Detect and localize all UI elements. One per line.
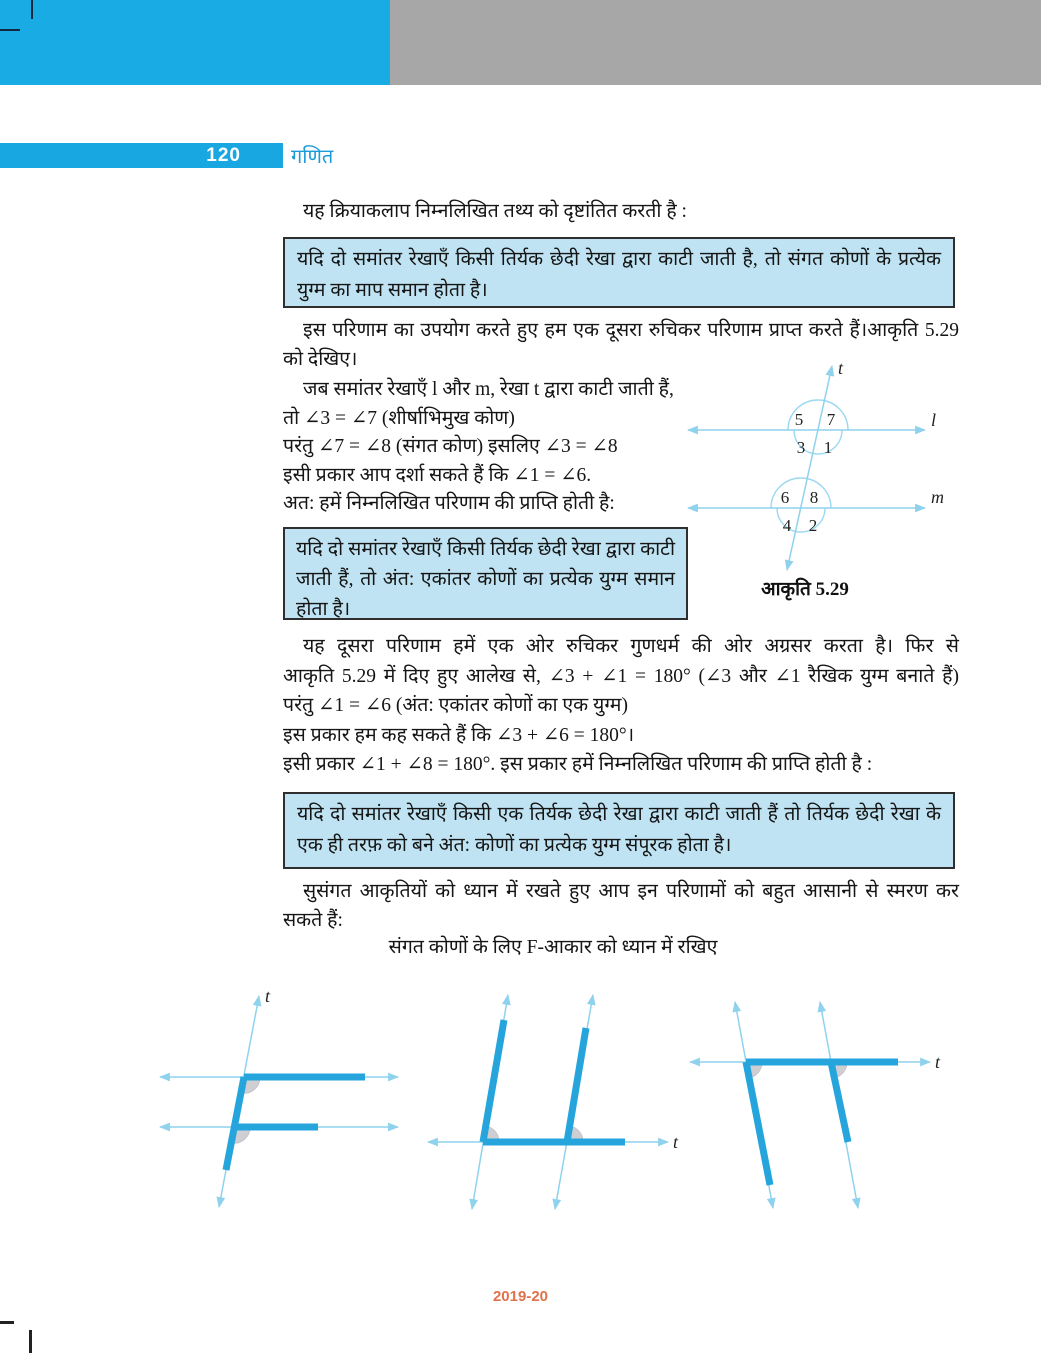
f-stroke-left-arm [483,1020,504,1142]
label-t: t [838,360,844,378]
page-number: 120 [206,144,241,166]
paragraph-line: तो ∠3 = ∠7 (शीर्षाभिमुख कोण) [283,407,515,429]
label-l: l [931,410,937,430]
paragraph-line: सकते हैं: [283,910,343,931]
crop-mark-bottom-left-horizontal [0,1321,14,1324]
paragraph-line: आकृति 5.29 में दिए हुए आलेख से, ∠3 + ∠1 = 180° (∠3 और ∠1 रैखिक युग्म बनाते हैं) [283,665,960,687]
result-box-interior-angles-supplementary: यदि दो समांतर रेखाएँ किसी एक तिर्यक छेदी रेखा द्वारा काटी जाती हैं तो तिर्यक छेदी रेखा के एक ही तरफ़ को बने अंत: कोणों का प्रत्येक युग्म संपूरक होता है। [283,792,955,869]
header-gray-band [390,0,1041,85]
f-shape-figure-left [140,980,440,1225]
f-shape-heading: संगत कोणों के लिए F-आकार को ध्यान में रखिए [388,937,718,958]
angle-8: 8 [809,488,819,507]
f-shape-figure-right [688,995,988,1215]
paragraph-derivation [283,376,693,519]
paragraph-line: परंतु ∠7 = ∠8 (संगत कोण) इसलिए ∠3 = ∠8 [283,436,618,458]
angle-2: 2 [808,516,818,535]
paragraph-line: जब समांतर रेखाएँ l और m, रेखा t द्वारा काटी जाती हैं, [303,379,674,400]
angle-5: 5 [794,410,804,429]
running-head-subject: गणित [291,146,334,168]
label-t: t [935,1052,941,1072]
crop-mark-bottom-left-vertical [29,1330,32,1353]
paragraph-line: परंतु ∠1 = ∠6 (अंत: एकांतर कोणों का एक युग्म) [283,695,628,717]
paragraph-line: यह दूसरा परिणाम हमें एक ओर रुचिकर गुणधर्म की ओर अग्रसर करता है। फिर से [303,636,959,657]
header-cyan-band [0,0,390,85]
paragraph-line: सुसंगत आकृतियों को ध्यान में रखते हुए आप इन परिणामों को बहुत आसानी से स्मरण कर [303,881,959,902]
paragraph-line: इसी प्रकार ∠1 + ∠8 = 180°. इस प्रकार हमें निम्नलिखित परिणाम की प्राप्ति होती है : [283,754,873,776]
transversal-line-t [787,366,832,570]
crop-mark-top-left-vertical [31,0,33,19]
angle-4: 4 [782,516,792,535]
paragraph-line: इस प्रकार हम कह सकते हैं कि ∠3 + ∠6 = 180°। [283,724,635,746]
crop-mark-top-left-horizontal [0,29,20,31]
result-box-alternate-angles: यदि दो समांतर रेखाएँ किसी तिर्यक छेदी रेखा द्वारा काटी जाती हैं, तो अंत: एकांतर कोणों का प्रत्येक युग्म समान होता है। [283,527,688,620]
angle-7: 7 [826,410,836,429]
paragraph-second-result [283,632,959,780]
paragraph-intro: यह क्रियाकलाप निम्नलिखित तथ्य को दृष्टांतित करती है : [303,201,687,222]
paragraph-line: अत: हमें निम्नलिखित परिणाम की प्राप्ति होती है: [283,493,615,515]
f-shape-figure-middle [420,980,710,1225]
angle-1: 1 [823,438,833,457]
paragraph-line: इसी प्रकार आप दर्शा सकते हैं कि ∠1 = ∠6. [283,464,592,486]
paragraph-line: इस परिणाम का उपयोग करते हुए हम एक दूसरा रुचिकर परिणाम प्राप्त करते हैं।आकृति 5.29 [303,320,959,341]
angle-6: 6 [780,488,790,507]
label-t: t [673,1132,679,1152]
f-stroke-left-leg [746,1062,770,1185]
f-stroke-right-arm [567,1028,586,1142]
label-t: t [265,986,271,1006]
footer-year: 2019-20 [492,1288,549,1305]
figure-5-29-parallel-lines-transversal [675,360,1005,618]
page-number-bar [0,143,283,168]
paragraph-closing [283,877,959,935]
paragraph-line: को देखिए। [283,349,358,370]
result-box-corresponding-angles: यदि दो समांतर रेखाएँ किसी तिर्यक छेदी रेखा द्वारा काटी जाती है, तो संगत कोणों के प्रत्येक युग्म का माप समान होता है। [283,237,955,308]
angle-3: 3 [796,438,806,457]
figure-caption: आकृति 5.29 [761,579,849,600]
label-m: m [931,487,944,507]
